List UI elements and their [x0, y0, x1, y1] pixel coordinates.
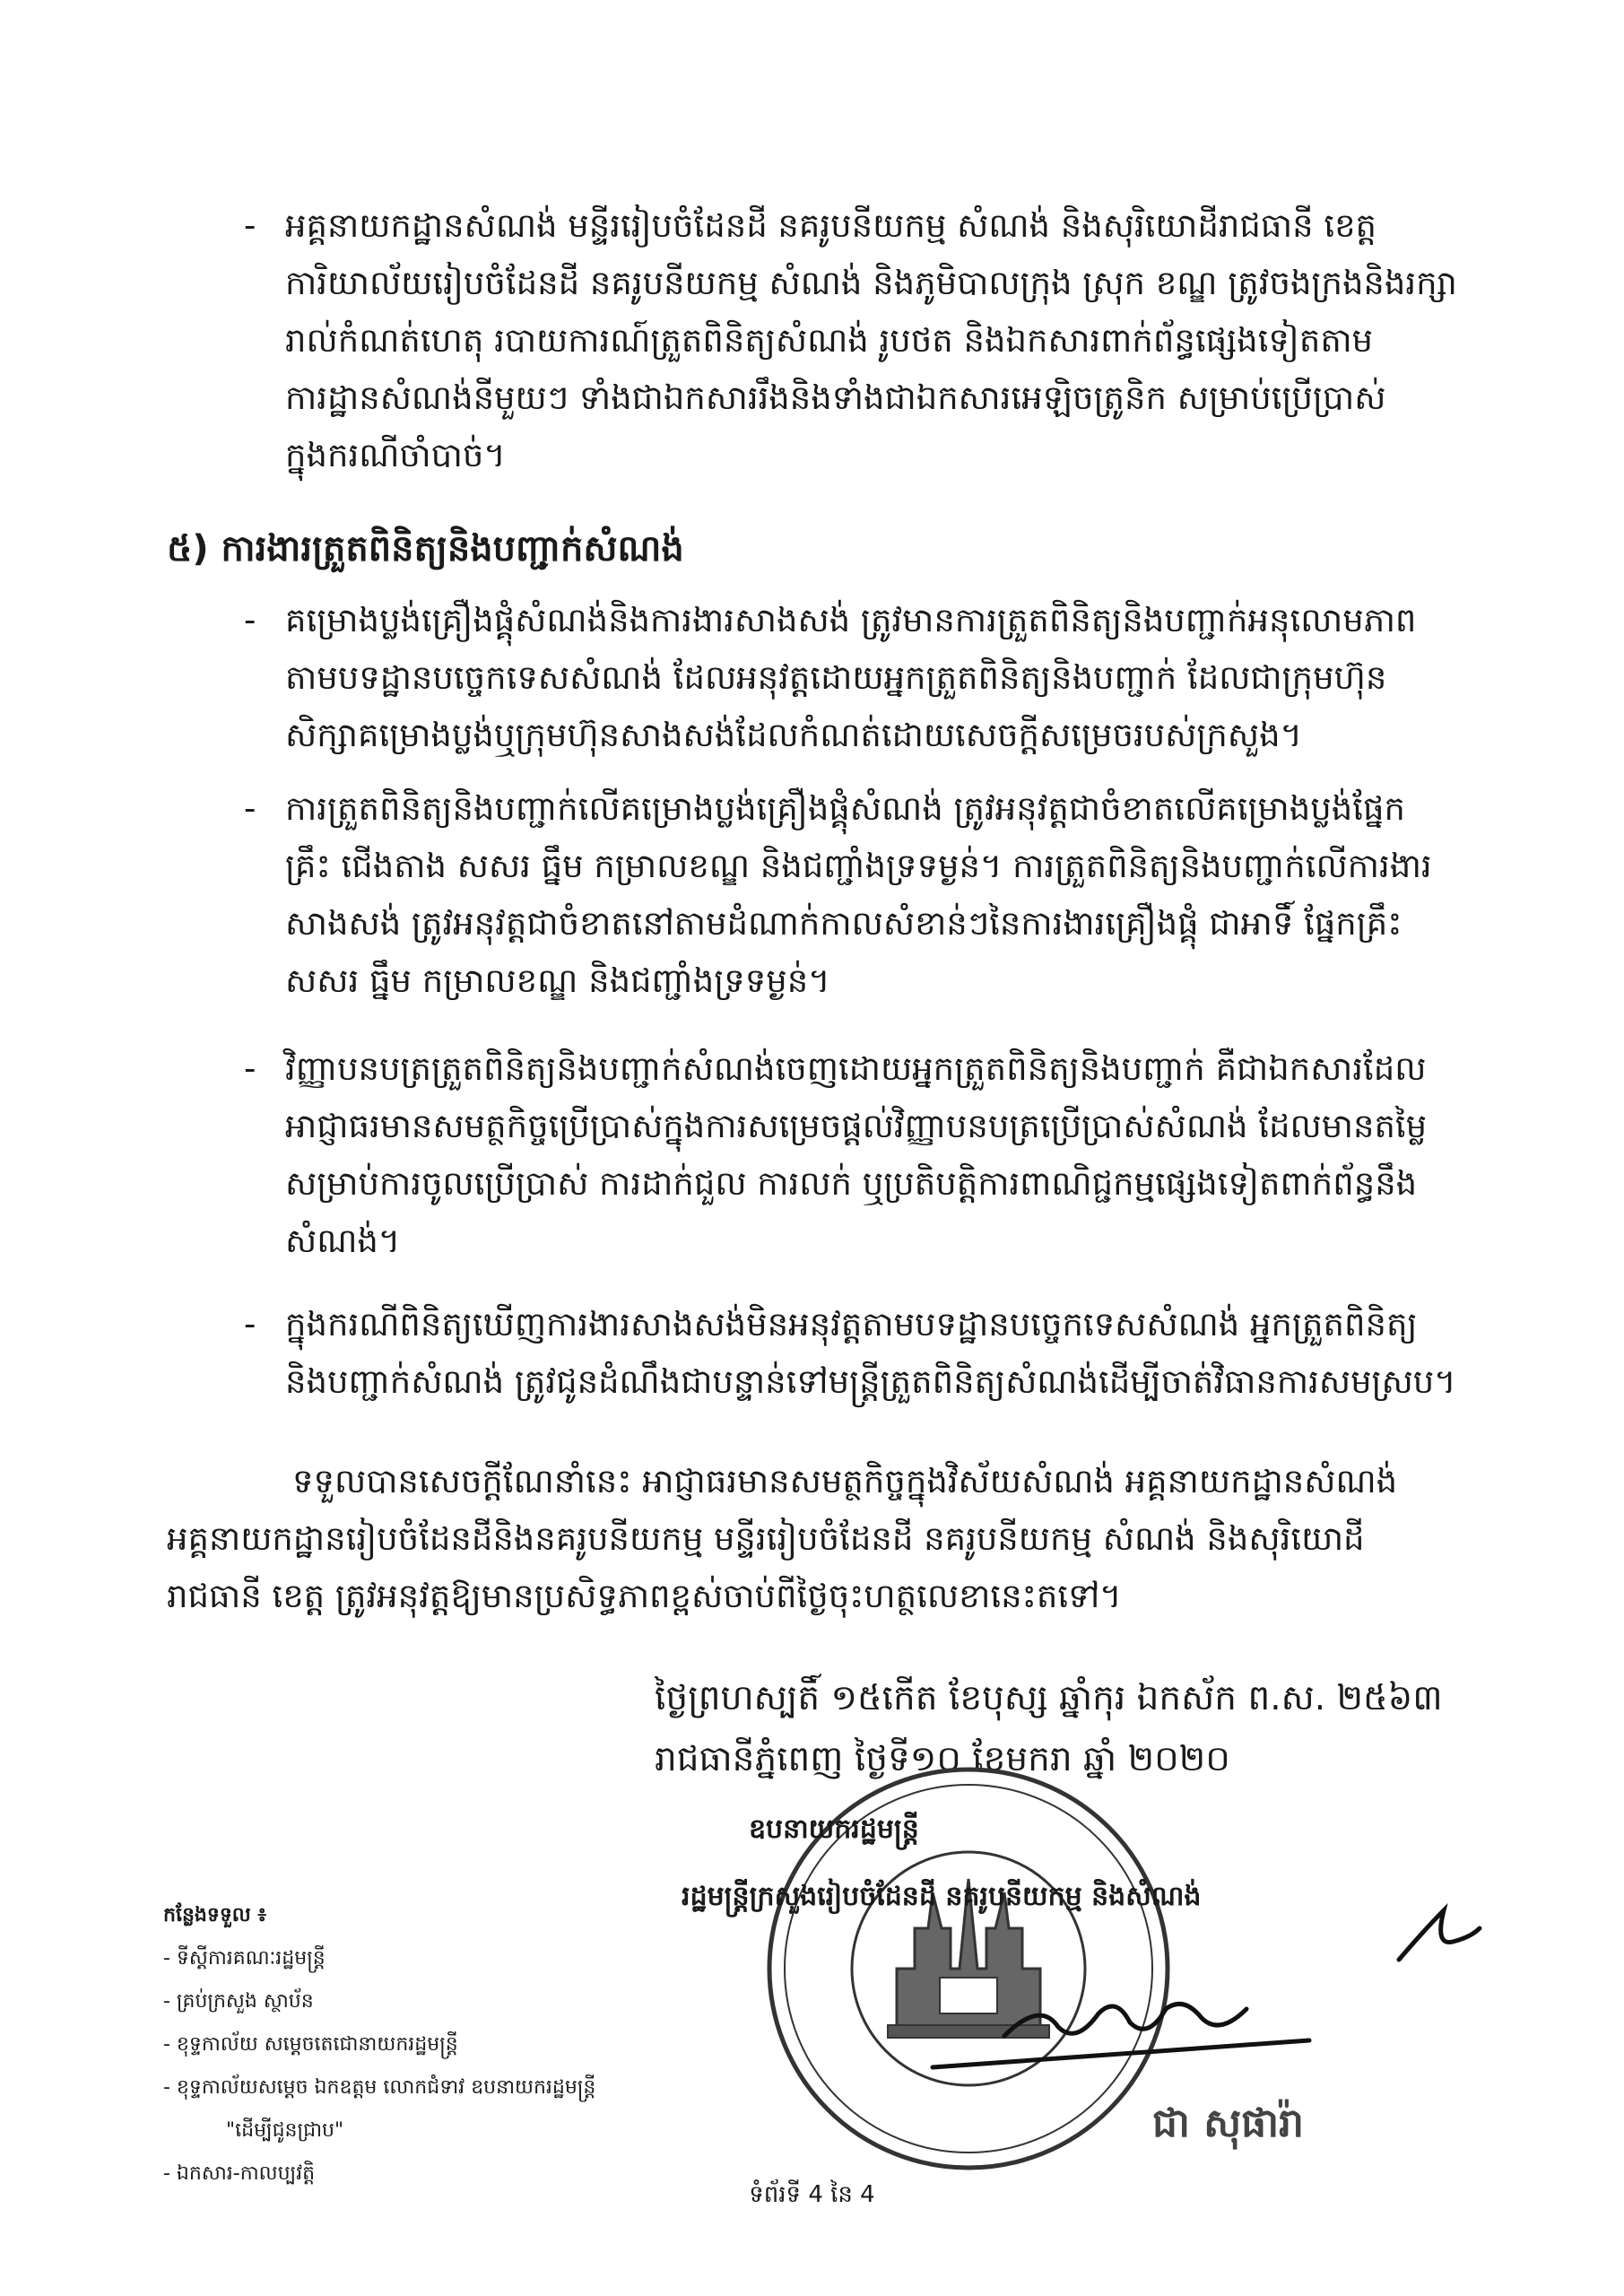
bullet-dash: -	[244, 1305, 256, 1344]
text-line: អាជ្ញាធរមានសមត្ថកិច្ចប្រើប្រាស់ក្នុងការសម្រេចផ្ដល់វិញ្ញាបនបត្រប្រើប្រាស់សំណង់ ដែលមានតម្លៃ	[285, 1107, 1428, 1145]
text-line: ទទួលបានសេចក្ដីណែនាំនេះ អាជ្ញាធរមានសមត្ថកិច្ចក្នុងវិស័យសំណង់ អគ្គនាយកដ្ឋានសំណង់	[292, 1462, 1398, 1500]
text-line: សម្រាប់ការចូលប្រើប្រាស់ ការដាក់ជួល ការលក់ ឬប្រតិបត្តិការពាណិជ្ជកម្មផ្សេងទៀតពាក់ព័ន្ធនឹង	[285, 1164, 1418, 1203]
text-line: គ្រឹះ ជើងតាង សសរ ធ្នឹម កម្រាលខណ្ឌ និងជញ្ជាំងទ្រទម្ងន់។ ការត្រួតពិនិត្យនិងបញ្ជាក់លើការងារ	[285, 847, 1432, 885]
text-line: និងបញ្ជាក់សំណង់ ត្រូវជូនដំណឹងជាបន្ទាន់ទៅមន្ត្រីត្រួតពិនិត្យសំណង់ដើម្បីចាត់វិធានការសមស្រប។	[285, 1362, 1456, 1401]
text-line: អគ្គនាយកដ្ឋានសំណង់ មន្ទីររៀបចំដែនដី នគរូបនីយកម្ម សំណង់ និងសុរិយោដីរាជធានី ខេត្ត	[285, 206, 1377, 245]
section-heading: ៥) ការងារត្រួតពិនិត្យនិងបញ្ជាក់សំណង់	[167, 528, 684, 570]
text-line: សិក្សាគម្រោងប្លង់ឬក្រុមហ៊ុនសាងសង់ដែលកំណត់ដោយសេចក្ដីសម្រេចរបស់ក្រសួង។	[285, 716, 1303, 754]
text-line: អគ្គនាយកដ្ឋានរៀបចំដែនដីនិងនគរូបនីយកម្ម មន្ទីររៀបចំដែនដី នគរូបនីយកម្ម សំណង់ និងសុរិយោដី	[167, 1519, 1365, 1558]
text-line: ការត្រួតពិនិត្យនិងបញ្ជាក់លើគម្រោងប្លង់គ្រឿងផ្គុំសំណង់ ត្រូវអនុវត្តជាចំខាតលើគម្រោងប្លង់ផ្នែក	[285, 789, 1405, 828]
signatory-title-deputy-pm: ឧបនាយករដ្ឋមន្ត្រី	[749, 1813, 919, 1845]
solar-date: រាជធានីភ្នំពេញ ថ្ងៃទី១០ ខែមករា ឆ្នាំ ២០២០	[655, 1739, 1230, 1779]
recipient-item: - គ្រប់ក្រសួង ស្ថាប័ន	[163, 1990, 314, 2013]
recipient-note: "ដើម្បីជូនជ្រាប"	[226, 2119, 344, 2142]
bullet-dash: -	[244, 789, 256, 828]
recipients-heading: កន្លែងទទួល ៖	[163, 1904, 267, 1926]
recipient-item: - ខុទ្ទកាល័យ សម្ដេចតេជោនាយករដ្ឋមន្ត្រី	[163, 2033, 458, 2056]
text-line: តាមបទដ្ឋានបច្ចេកទេសសំណង់ ដែលអនុវត្តដោយអ្នកត្រួតពិនិត្យនិងបញ្ជាក់ ដែលជាក្រុមហ៊ុន	[285, 658, 1387, 697]
text-line: ក្នុងករណីពិនិត្យឃើញការងារសាងសង់មិនអនុវត្តតាមបទដ្ឋានបច្ចេកទេសសំណង់ អ្នកត្រួតពិនិត្យ	[285, 1305, 1418, 1344]
lunar-date: ថ្ងៃព្រហស្បតិ៍ ១៥កើត ខែបុស្ស ឆ្នាំកុរ ឯកស័ក ព.ស. ២៥៦៣	[655, 1678, 1443, 1718]
signature-strokes	[933, 1910, 1480, 2067]
text-line: ការិយាល័យរៀបចំដែនដី នគរូបនីយកម្ម សំណង់ និងភូមិបាលក្រុង ស្រុក ខណ្ឌ ត្រូវចងក្រងនិងរក្សា	[285, 264, 1457, 302]
recipient-item: - ខុទ្ទកាល័យសម្ដេច ឯកឧត្ដម លោកជំទាវ ឧបនាយករដ្ឋមន្ត្រី	[163, 2076, 596, 2099]
text-line: គម្រោងប្លង់គ្រឿងផ្គុំសំណង់និងការងារសាងសង់ ត្រូវមានការត្រួតពិនិត្យនិងបញ្ជាក់អនុលោមភាព	[285, 601, 1417, 639]
page-number: ទំព័រទី 4 នៃ 4	[749, 2181, 875, 2208]
bullet-dash: -	[244, 601, 256, 639]
bullet-dash: -	[244, 206, 256, 245]
text-line: សាងសង់ ត្រូវអនុវត្តជាចំខាតនៅតាមដំណាក់កាលសំខាន់ៗនៃការងារគ្រឿងផ្គុំ ជាអាទិ៍ ផ្នែកគ្រឹះ	[285, 904, 1403, 943]
recipient-item: - ឯកសារ-កាលប្បវត្តិ	[163, 2162, 316, 2185]
text-line: ក្នុងករណីចាំបាច់។	[285, 436, 506, 474]
text-line: សំណង់។	[285, 1222, 401, 1260]
text-line: វិញ្ញាបនបត្រត្រួតពិនិត្យនិងបញ្ជាក់សំណង់ចេញដោយអ្នកត្រួតពិនិត្យនិងបញ្ជាក់ គឺជាឯកសារដែល	[285, 1049, 1427, 1088]
text-line: រាជធានី ខេត្ត ត្រូវអនុវត្តឱ្យមានប្រសិទ្ធភាពខ្ពស់ចាប់ពីថ្ងៃចុះហត្ថលេខានេះតទៅ។	[167, 1577, 1122, 1615]
signatory-name: ជា សុផារ៉ា	[1152, 2100, 1304, 2146]
recipient-item: - ទីស្ដីការគណៈរដ្ឋមន្ត្រី	[163, 1947, 326, 1970]
signatory-title-minister: រដ្ឋមន្ត្រីក្រសួងរៀបចំដែនដី នគរូបនីយកម្ម និងសំណង់	[682, 1881, 1202, 1912]
text-line: សសរ ធ្នឹម កម្រាលខណ្ឌ និងជញ្ជាំងទ្រទម្ងន់។	[285, 961, 830, 1000]
bullet-dash: -	[244, 1049, 256, 1088]
text-line: រាល់កំណត់ហេតុ របាយការណ៍ត្រួតពិនិត្យសំណង់ រូបថត និងឯកសារពាក់ព័ន្ធផ្សេងទៀតតាម	[285, 321, 1374, 360]
recipients-list	[163, 1894, 595, 2196]
text-line: ការដ្ឋានសំណង់នីមួយៗ ទាំងជាឯកសាររឹងនិងទាំងជាឯកសារអេឡិចត្រូនិក សម្រាប់ប្រើប្រាស់	[285, 378, 1386, 417]
